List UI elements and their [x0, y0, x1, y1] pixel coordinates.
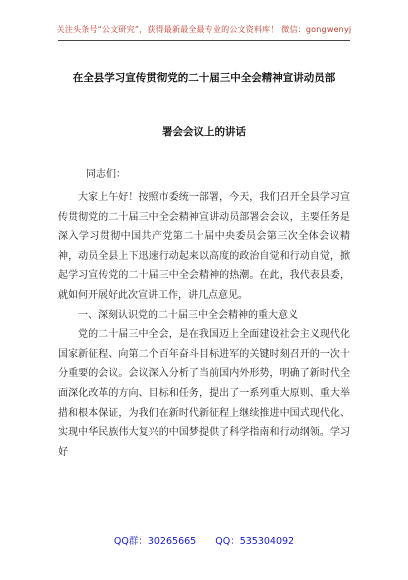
header-promo-note: 关注头条号“公文研究”，获得最新最全最专业的公文资料库！ 微信：gongwenyj — [56, 25, 352, 34]
section-heading-1: 一、深刻认识党的二十届三中全会精神的重大意义 — [78, 309, 298, 321]
footer-qq: QQ：535304092 — [215, 536, 295, 547]
footer-contact — [0, 533, 408, 547]
header-divider — [58, 40, 350, 41]
paragraph-section-1: 党的二十届三中全会，是在我国迈上全面建设社会主义现代化国家新征程、向第二个百年奋斗目标进军的关键时刻召开的一次十分重要的会议。会议深入分析了当前国内外形势，明确了新时代全面深化改革的方向、目标和任务，提出了一系列重大原则、重大举措和根本保证，为我们在新时代新征程上继续推进中国式现代化、实现中华民族伟大复兴的中国梦提供了科学指南和行动纲领。学习好 — [58, 329, 350, 458]
footer-qq-group: QQ群：30265665 — [113, 536, 197, 547]
greeting: 同志们： — [86, 169, 126, 180]
paragraph-intro: 大家上午好！按照市委统一部署，今天，我们召开全县学习宣传贯彻党的二十届三中全会精神宣讲动员部署会会议，主要任务是深入学习贯彻中国共产党第二十届中央委员会第三次全体会议精神，动员全县上下迅速行动起来以高度的政治自觉和行动自觉，掀起学习宣传党的二十届三中全会精神的热潮。在此，我代表县委，就如何开展好此次宣讲工作，讲几点意见。 — [58, 192, 350, 301]
document-title-line-1: 在全县学习宣传贯彻党的二十届三中全会精神宣讲动员部 — [72, 72, 336, 84]
document-title-line-2: 署会会议上的讲话 — [162, 126, 246, 138]
document-body — [58, 188, 350, 462]
